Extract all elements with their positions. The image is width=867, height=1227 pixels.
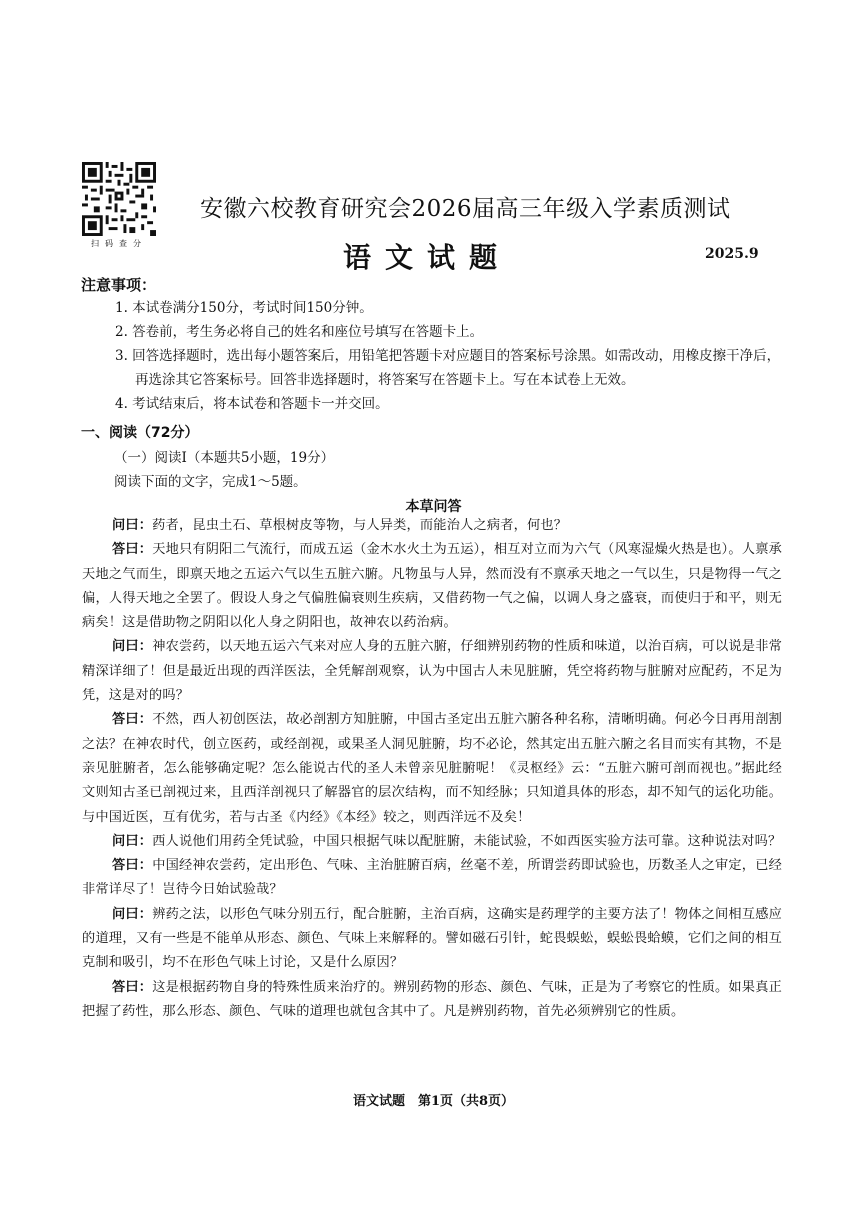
paragraph-label: 问曰： <box>112 833 153 849</box>
paragraph-label: 答曰： <box>112 858 153 874</box>
paragraph <box>82 538 782 635</box>
paragraph-text: 辨药之法，以形色气味分别五行，配合脏腑，主治百病，这确实是药理学的主要方法了！物体之间相互感应的道理，又有一些是不能单从形态、颜色、气味上来解释的。譬如磁石引针，蛇畏蜈蚣，蜈蚣畏蛤蟆，它们之间的相互克制和吸引，均不在形色气味上讨论，又是什么原因？ <box>82 906 782 971</box>
paragraph-label: 问曰： <box>112 518 153 533</box>
paragraph <box>82 635 782 708</box>
paragraph-text: 神农尝药，以天地五运六气来对应人身的五脏六腑，仔细辨别药物的性质和味道，以治百病，可以说是非常精深详细了！但是最近出现的西洋医法，全凭解剖观察，认为中国古人未见脏腑，凭空将药物与脏腑对应配药，不足为凭，这是对的吗？ <box>82 639 782 704</box>
paragraph-text: 天地只有阴阳二气流行，而成五运（金木水火土为五运），相互对立而为六气（风寒湿燥火热是也）。人禀承天地之气而生，即禀天地之五运六气以生五脏六腑。凡物虽与人异，然而没有不禀承天地之一气以生，只是物得一气之偏，人得天地之全罢了。假设人身之气偏胜偏衰则生疾病，又借药物一气之偏，以调人身之盛衰，而使归于和平，则无病矣！这是借助物之阴阳以化人身之阴阳也，故神农以药治病。 <box>82 542 782 631</box>
paragraph-label: 答曰： <box>112 542 153 558</box>
paragraph-text: 药者，昆虫土石、草根树皮等物，与人异类，而能治人之病者，何也？ <box>152 518 568 533</box>
instruction: 阅读下面的文字，完成1～5题。 <box>114 474 307 490</box>
subject-title: 语文试题 <box>343 241 512 274</box>
article-title: 本草问答 <box>405 499 462 515</box>
notice-list <box>81 296 781 416</box>
paragraph-label: 问曰： <box>112 906 153 922</box>
notice-item: 1. 本试卷满分150分，考试时间150分钟。 <box>115 300 373 316</box>
article-body <box>82 514 782 1024</box>
exam-date: 2025.9 <box>705 246 759 262</box>
paragraph-label: 问曰： <box>112 639 153 655</box>
page-footer: 语文试题 第1页（共8页） <box>352 1094 515 1109</box>
section-title <box>81 422 198 442</box>
paragraph <box>82 903 782 976</box>
paragraph-label: 答曰： <box>112 979 153 995</box>
subsection-title: （一）阅读Ⅰ（本题共5小题，19分） <box>114 450 335 466</box>
paragraph-text: 西人说他们用药全凭试验，中国只根据气味以配脏腑，未能试验，不如西医实验方法可靠。这种说法对吗？ <box>152 833 782 849</box>
paragraph-text: 中国经神农尝药，定出形色、气味、主治脏腑百病，丝毫不差，所谓尝药即试验也，历数圣人之审定，已经非常详尽了！岂待今日始试验哉？ <box>82 858 782 898</box>
qr-caption: 扫码查分 <box>91 239 147 248</box>
notice-item: 4. 考试结束后，将本试卷和答题卡一并交回。 <box>115 396 389 412</box>
paragraph-text: 这是根据药物自身的特殊性质来治疗的。辨别药物的形态、颜色、气味，正是为了考察它的性质。如果真正把握了药性，那么形态、颜色、气味的道理也就包含其中了。凡是辨别药物，首先必须辨别它的性质。 <box>82 979 782 1019</box>
notice-heading: 注意事项： <box>81 276 157 294</box>
paragraph-label: 答曰： <box>112 712 153 728</box>
notice-item: 2. 答卷前，考生务必将自己的姓名和座位号填写在答题卡上。 <box>115 324 484 340</box>
notice-item: 3. 回答选择题时，选出每小题答案后，用铅笔把答题卡对应题目的答案标号涂黑。如需改动，用橡皮擦干净后，再选涂其它答案标号。回答非选择题时，将答案写在答题卡上。写在本试卷上无效。 <box>115 348 781 388</box>
section-title-text: 一、阅读（72分） <box>81 425 199 441</box>
paragraph <box>82 830 782 854</box>
paragraph-text: 不然，西人初创医法，故必剖割方知脏腑，中国古圣定出五脏六腑各种名称，清晰明确。何必今日再用剖割之法？在神农时代，创立医药，或经剖视，或果圣人洞见脏腑，均不必论，然其定出五脏六腑之名目而实有其物，不是亲见脏腑者，怎么能够确定呢？怎么能说古代的圣人未曾亲见脏腑呢！《灵枢经》云：“五脏六腑可剖而视也。”据此经文则知古圣已剖视过来，且西洋剖视只了解器官的层次结构，而不知经脉；只知道具体的形态，却不知气的运化功能。与中国近医，互有优劣，若与古圣《内经》《本经》较之，则西洋远不及矣！ <box>82 712 782 825</box>
paragraph <box>82 976 782 1025</box>
qr-code[interactable] <box>82 162 156 236</box>
exam-title: 安徽六校教育研究会2026届高三年级入学素质测试 <box>200 196 731 222</box>
paragraph <box>82 708 782 829</box>
paragraph <box>82 514 782 538</box>
qr-code-image <box>82 162 156 236</box>
paragraph <box>82 854 782 903</box>
